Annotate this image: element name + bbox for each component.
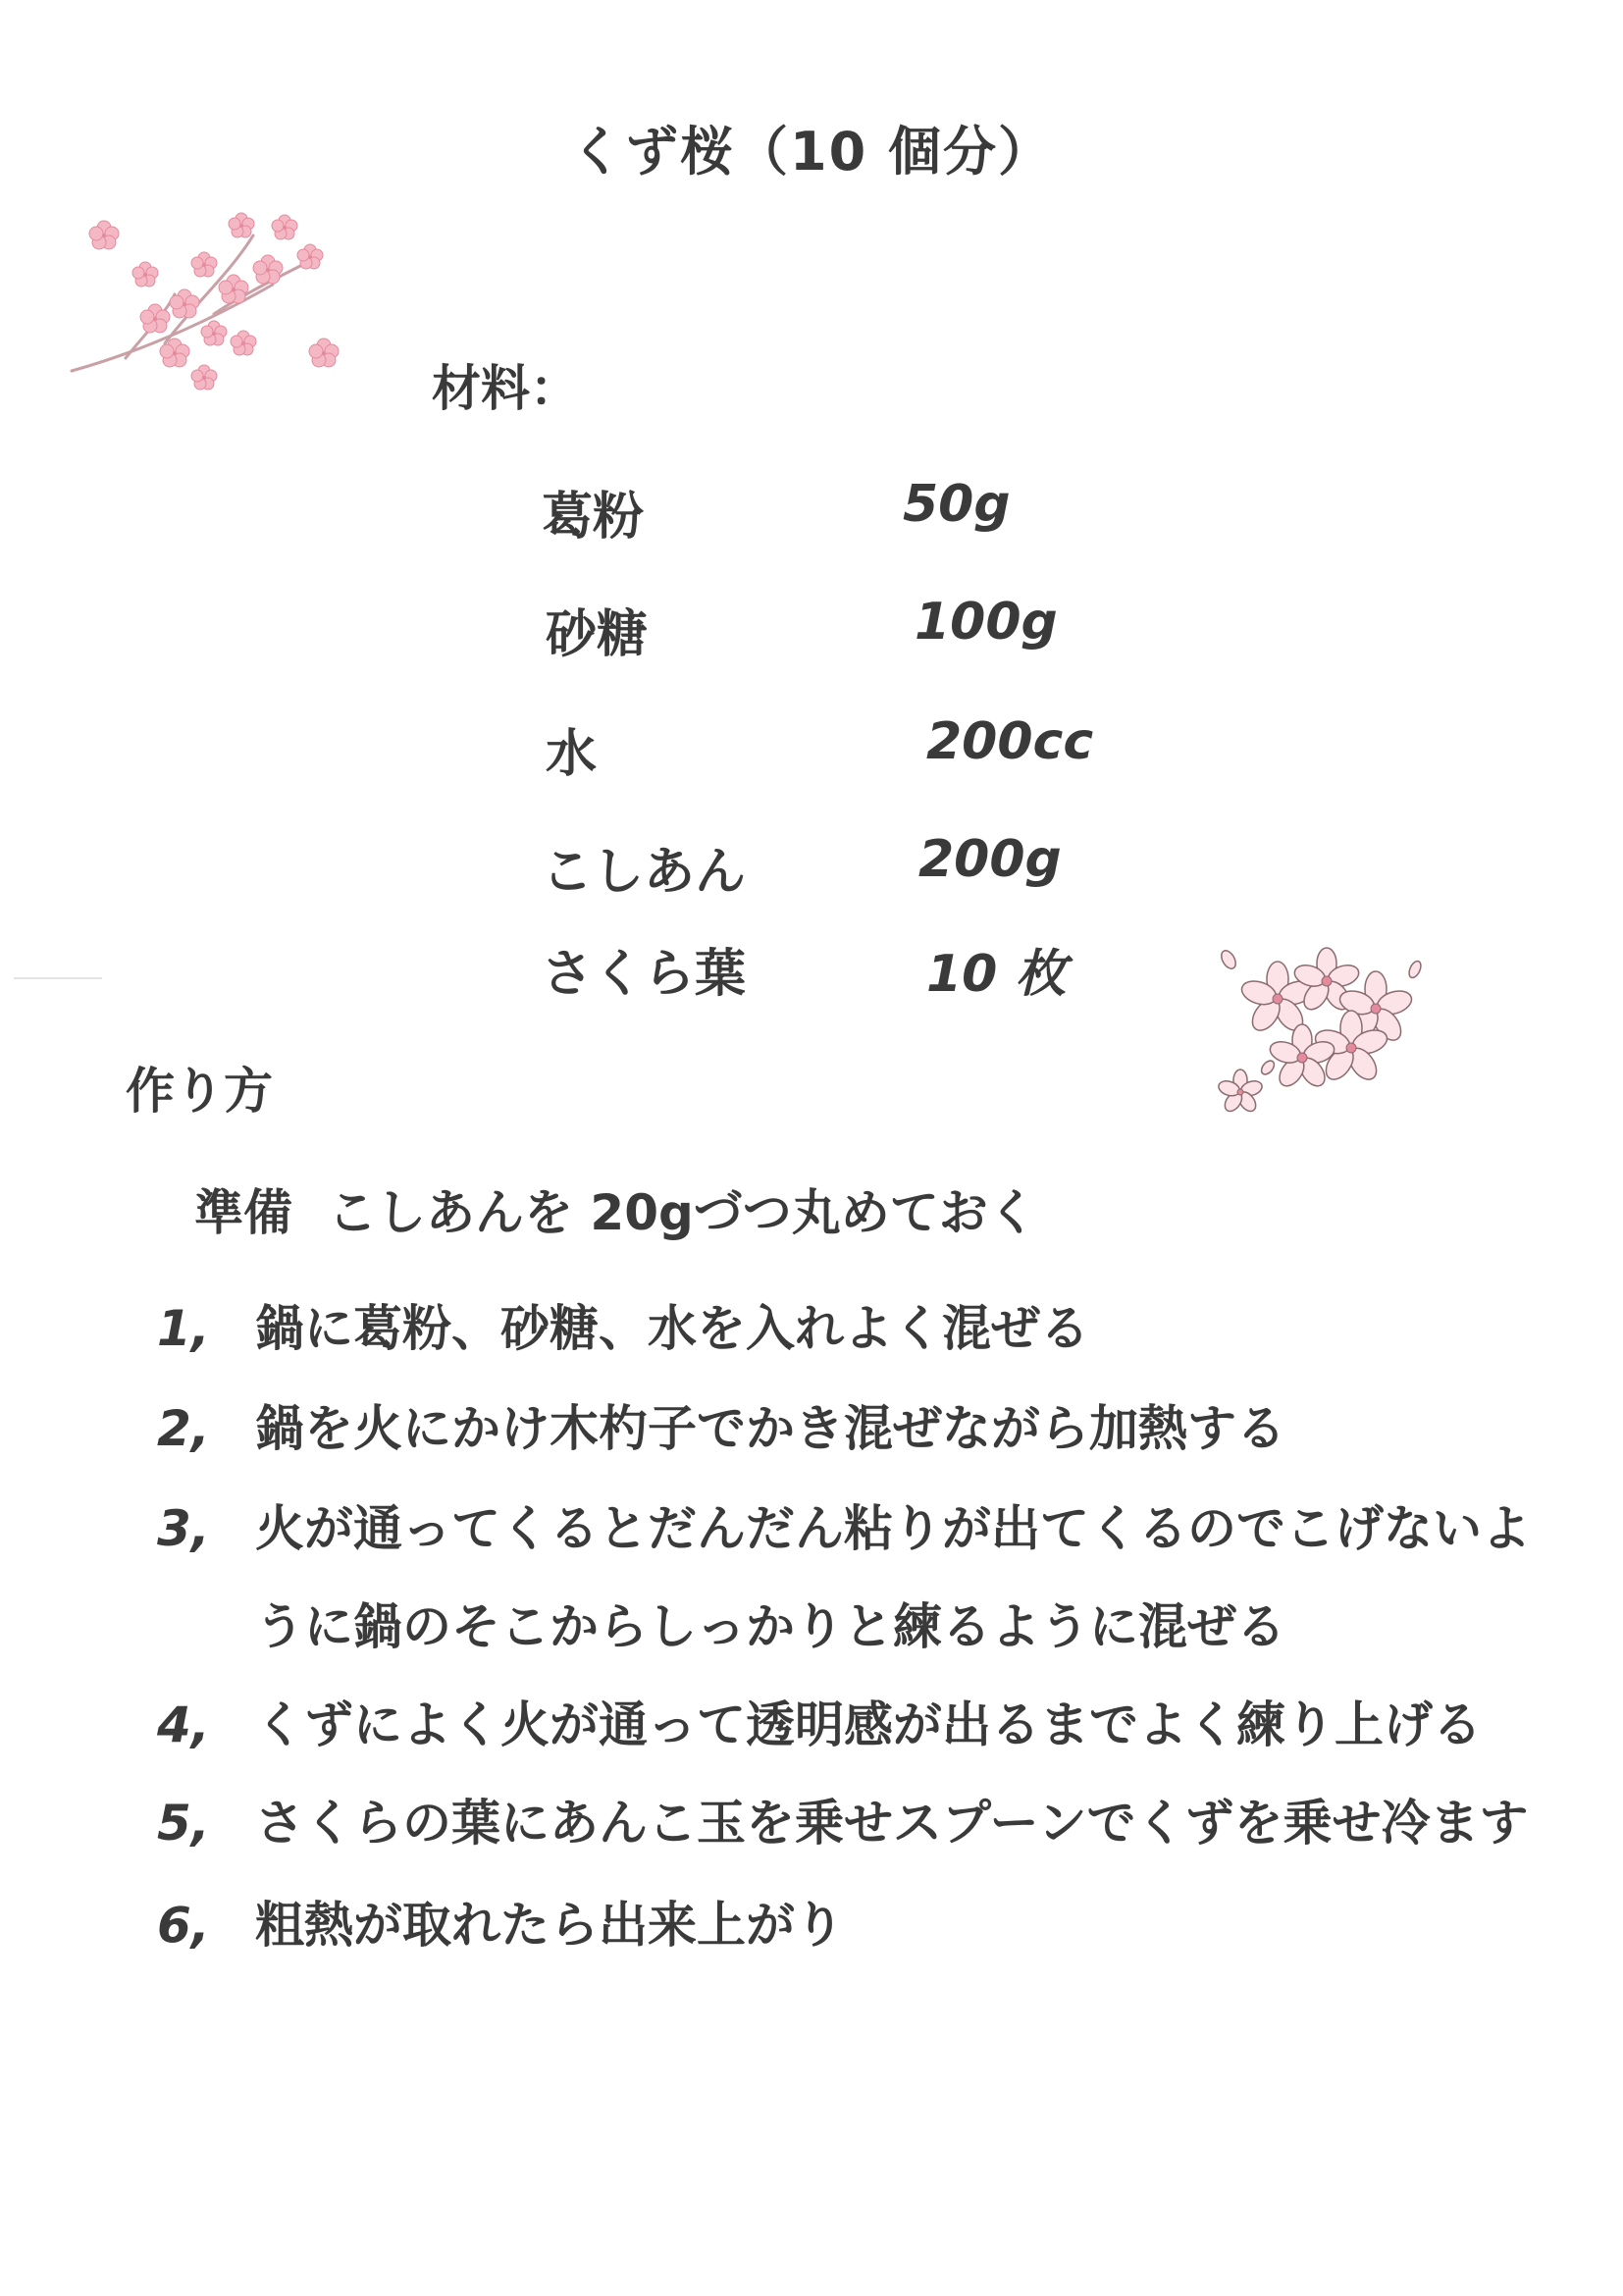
ingredient-name-1: 葛粉 xyxy=(542,488,645,547)
prep-text: こしあんを 20gづつ丸めておく xyxy=(328,1184,1037,1241)
step-text: 火が通ってくるとだんだん粘りが出てくるのでこげないよ xyxy=(255,1500,1531,1557)
ingredient-name-2: 砂糖 xyxy=(546,605,649,664)
ingredient-amount-1: 50g xyxy=(903,475,1011,534)
prep-label: 準備 xyxy=(194,1184,292,1241)
step-text: 鍋を火にかけ木杓子でかき混ぜながら加熱する xyxy=(255,1400,1285,1457)
step-text: さくらの葉にあんこ玉を乗せスプーンでくずを乗せ冷ます xyxy=(255,1795,1529,1852)
method-heading: 作り方 xyxy=(126,1063,273,1120)
recipe-title: くず桜（10 個分） xyxy=(570,121,1053,183)
materials-heading: 材料： xyxy=(432,360,579,417)
ingredient-amount-4: 200g xyxy=(918,830,1062,889)
step-number: 2, xyxy=(157,1400,210,1457)
step-3 xyxy=(157,1489,1531,1560)
scan-artifact-line xyxy=(14,977,102,979)
step-number: 5, xyxy=(157,1795,210,1852)
step-4 xyxy=(157,1686,1482,1756)
step-6 xyxy=(157,1886,844,1957)
ingredient-amount-3: 200cc xyxy=(926,712,1094,771)
step-text: くずによく火が通って透明感が出るまでよく練り上げる xyxy=(255,1696,1482,1753)
cherry-blossom-branch-icon xyxy=(67,196,361,412)
prep-line xyxy=(194,1174,1037,1244)
step-1 xyxy=(157,1289,1089,1360)
ingredient-name-5: さくら葉 xyxy=(542,945,747,1004)
ingredient-name-4: こしあん xyxy=(542,843,747,902)
cherry-blossom-cluster-icon xyxy=(1209,940,1444,1136)
step-text: 鍋に葛粉、砂糖、水を入れよく混ぜる xyxy=(255,1300,1089,1357)
step-2 xyxy=(157,1389,1285,1460)
ingredient-name-3: 水 xyxy=(546,725,598,784)
step-5 xyxy=(157,1784,1529,1854)
step-text: うに鍋のそこからしっかりと練るように混ぜる xyxy=(255,1598,1285,1655)
step-number: 6, xyxy=(157,1897,210,1954)
step-number: 4, xyxy=(157,1696,210,1753)
step-number: 3, xyxy=(157,1500,210,1557)
step-text: 粗熱が取れたら出来上がり xyxy=(255,1897,844,1954)
ingredient-amount-5: 10 枚 xyxy=(926,945,1067,1004)
step-number: 1, xyxy=(157,1300,210,1357)
ingredient-amount-2: 100g xyxy=(915,593,1058,652)
step-3-continuation xyxy=(157,1588,1285,1658)
